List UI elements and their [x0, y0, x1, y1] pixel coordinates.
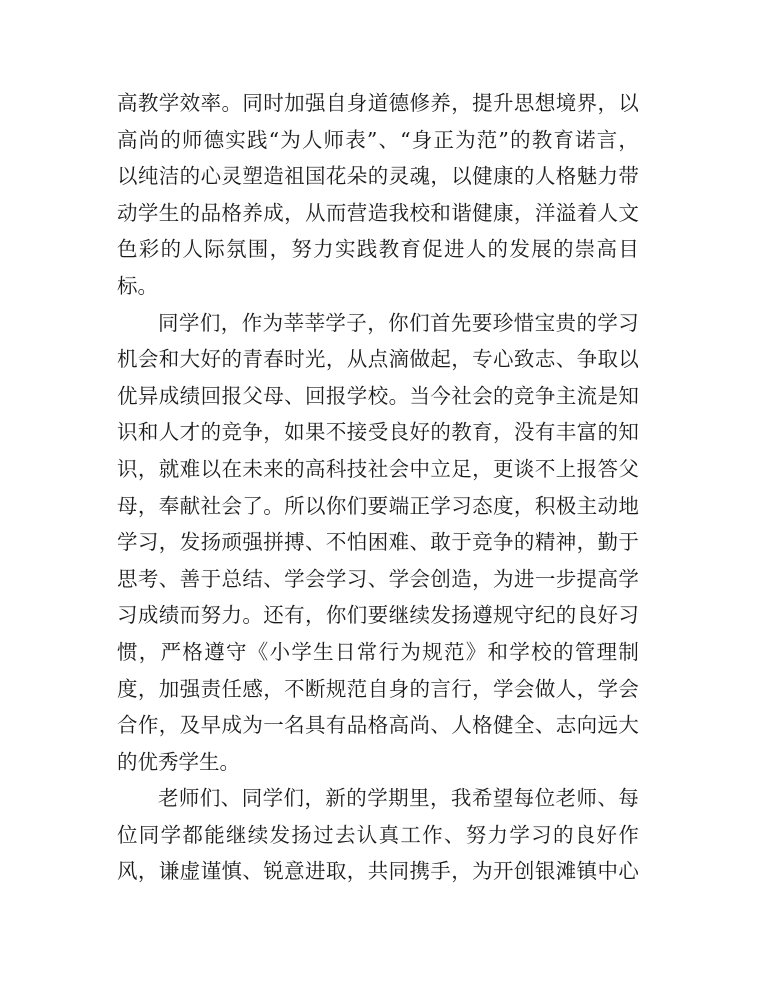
text-line: 高 教 学 效 率 。 同 时 加 强 自 身 道 德 修 养 ， 提 升 思 想 境 界 ， 以: [117, 91, 639, 115]
text-line: 同 学 们 ， 作 为 莘 莘 学 子 ， 你 们 首 先 要 珍 惜 宝 贵 的 学 习: [158, 310, 639, 335]
paragraph: [117, 780, 639, 890]
text-line: 位 同 学 都 能 继 续 发 扬 过 去 认 真 工 作 、 努 力 学 习 的 良 好 作: [117, 822, 639, 847]
paragraph: [117, 305, 639, 781]
text-line: 风 ， 谦 虚 谨 慎 、 锐 意 进 取 ， 共 同 携 手 ， 为 开 创 银 滩 镇 中 心: [117, 859, 639, 884]
paragraph: [117, 85, 639, 305]
text-line: 以 纯 洁 的 心 灵 塑 造 祖 国 花 朵 的 灵 魂 ， 以 健 康 的 人 格 魅 力 带: [117, 164, 639, 189]
text-line: 的优秀学生。: [117, 749, 240, 774]
text-line: 机 会 和 大 好 的 青 春 时 光 ， 从 点 滴 做 起 ， 专 心 致 志 、 争 取 以: [117, 347, 639, 372]
text-line: 识 和 人 才 的 竞 争 ， 如 果 不 接 受 良 好 的 教 育 ， 没 有 丰 富 的 知: [117, 420, 639, 445]
text-line: 老 师 们 、 同 学 们 ， 新 的 学 期 里 ， 我 希 望 每 位 老 师 、 每: [158, 786, 639, 811]
text-line: 优 异 成 绩 回 报 父 母 、 回 报 学 校 。 当 今 社 会 的 竞 争 主 流 是 知: [117, 383, 639, 408]
text-line: 合 作 ， 及 早 成 为 一 名 具 有 品 格 高 尚 、 人 格 健 全 、 志 向 远 大: [117, 713, 639, 738]
text-line: 度 ， 加 强 责 任 感 ， 不 断 规 范 自 身 的 言 行 ， 学 会 做 人 ， 学 会: [117, 676, 639, 701]
text-line: 高 尚 的 师 德 实 践 “ 为 人 师 表 ” 、 “ 身 正 为 范 ” 的 教 育 诺 言 ，: [117, 127, 639, 152]
document-body: [117, 85, 639, 890]
text-line: 标。: [117, 273, 158, 298]
text-line: 动 学 生 的 品 格 养 成 ， 从 而 营 造 我 校 和 谐 健 康 ， 洋 溢 着 人 文: [117, 200, 639, 225]
text-line: 识 ， 就 难 以 在 未 来 的 高 科 技 社 会 中 立 足 ， 更 谈 不 上 报 答 父: [117, 456, 639, 481]
text-line: 习 成 绩 而 努 力 。 还 有 ， 你 们 要 继 续 发 扬 遵 规 守 纪 的 良 好 习: [117, 603, 639, 628]
text-line: 色 彩 的 人 际 氛 围 ， 努 力 实 践 教 育 促 进 人 的 发 展 的 崇 高 目: [117, 237, 639, 262]
text-line: 母 ， 奉 献 社 会 了 。 所 以 你 们 要 端 正 学 习 态 度 ， 积 极 主 动 地: [117, 493, 639, 518]
text-line: 思 考 、 善 于 总 结 、 学 会 学 习 、 学 会 创 造 ， 为 进 一 步 提 高 学: [117, 566, 639, 591]
text-line: 惯 ， 严 格 遵 守 《 小 学 生 日 常 行 为 规 范 》 和 学 校 的 管 理 制: [117, 639, 639, 664]
text-line: 学 习 ， 发 扬 顽 强 拼 搏 、 不 怕 困 难 、 敢 于 竞 争 的 精 神 ， 勤 于: [117, 530, 639, 555]
